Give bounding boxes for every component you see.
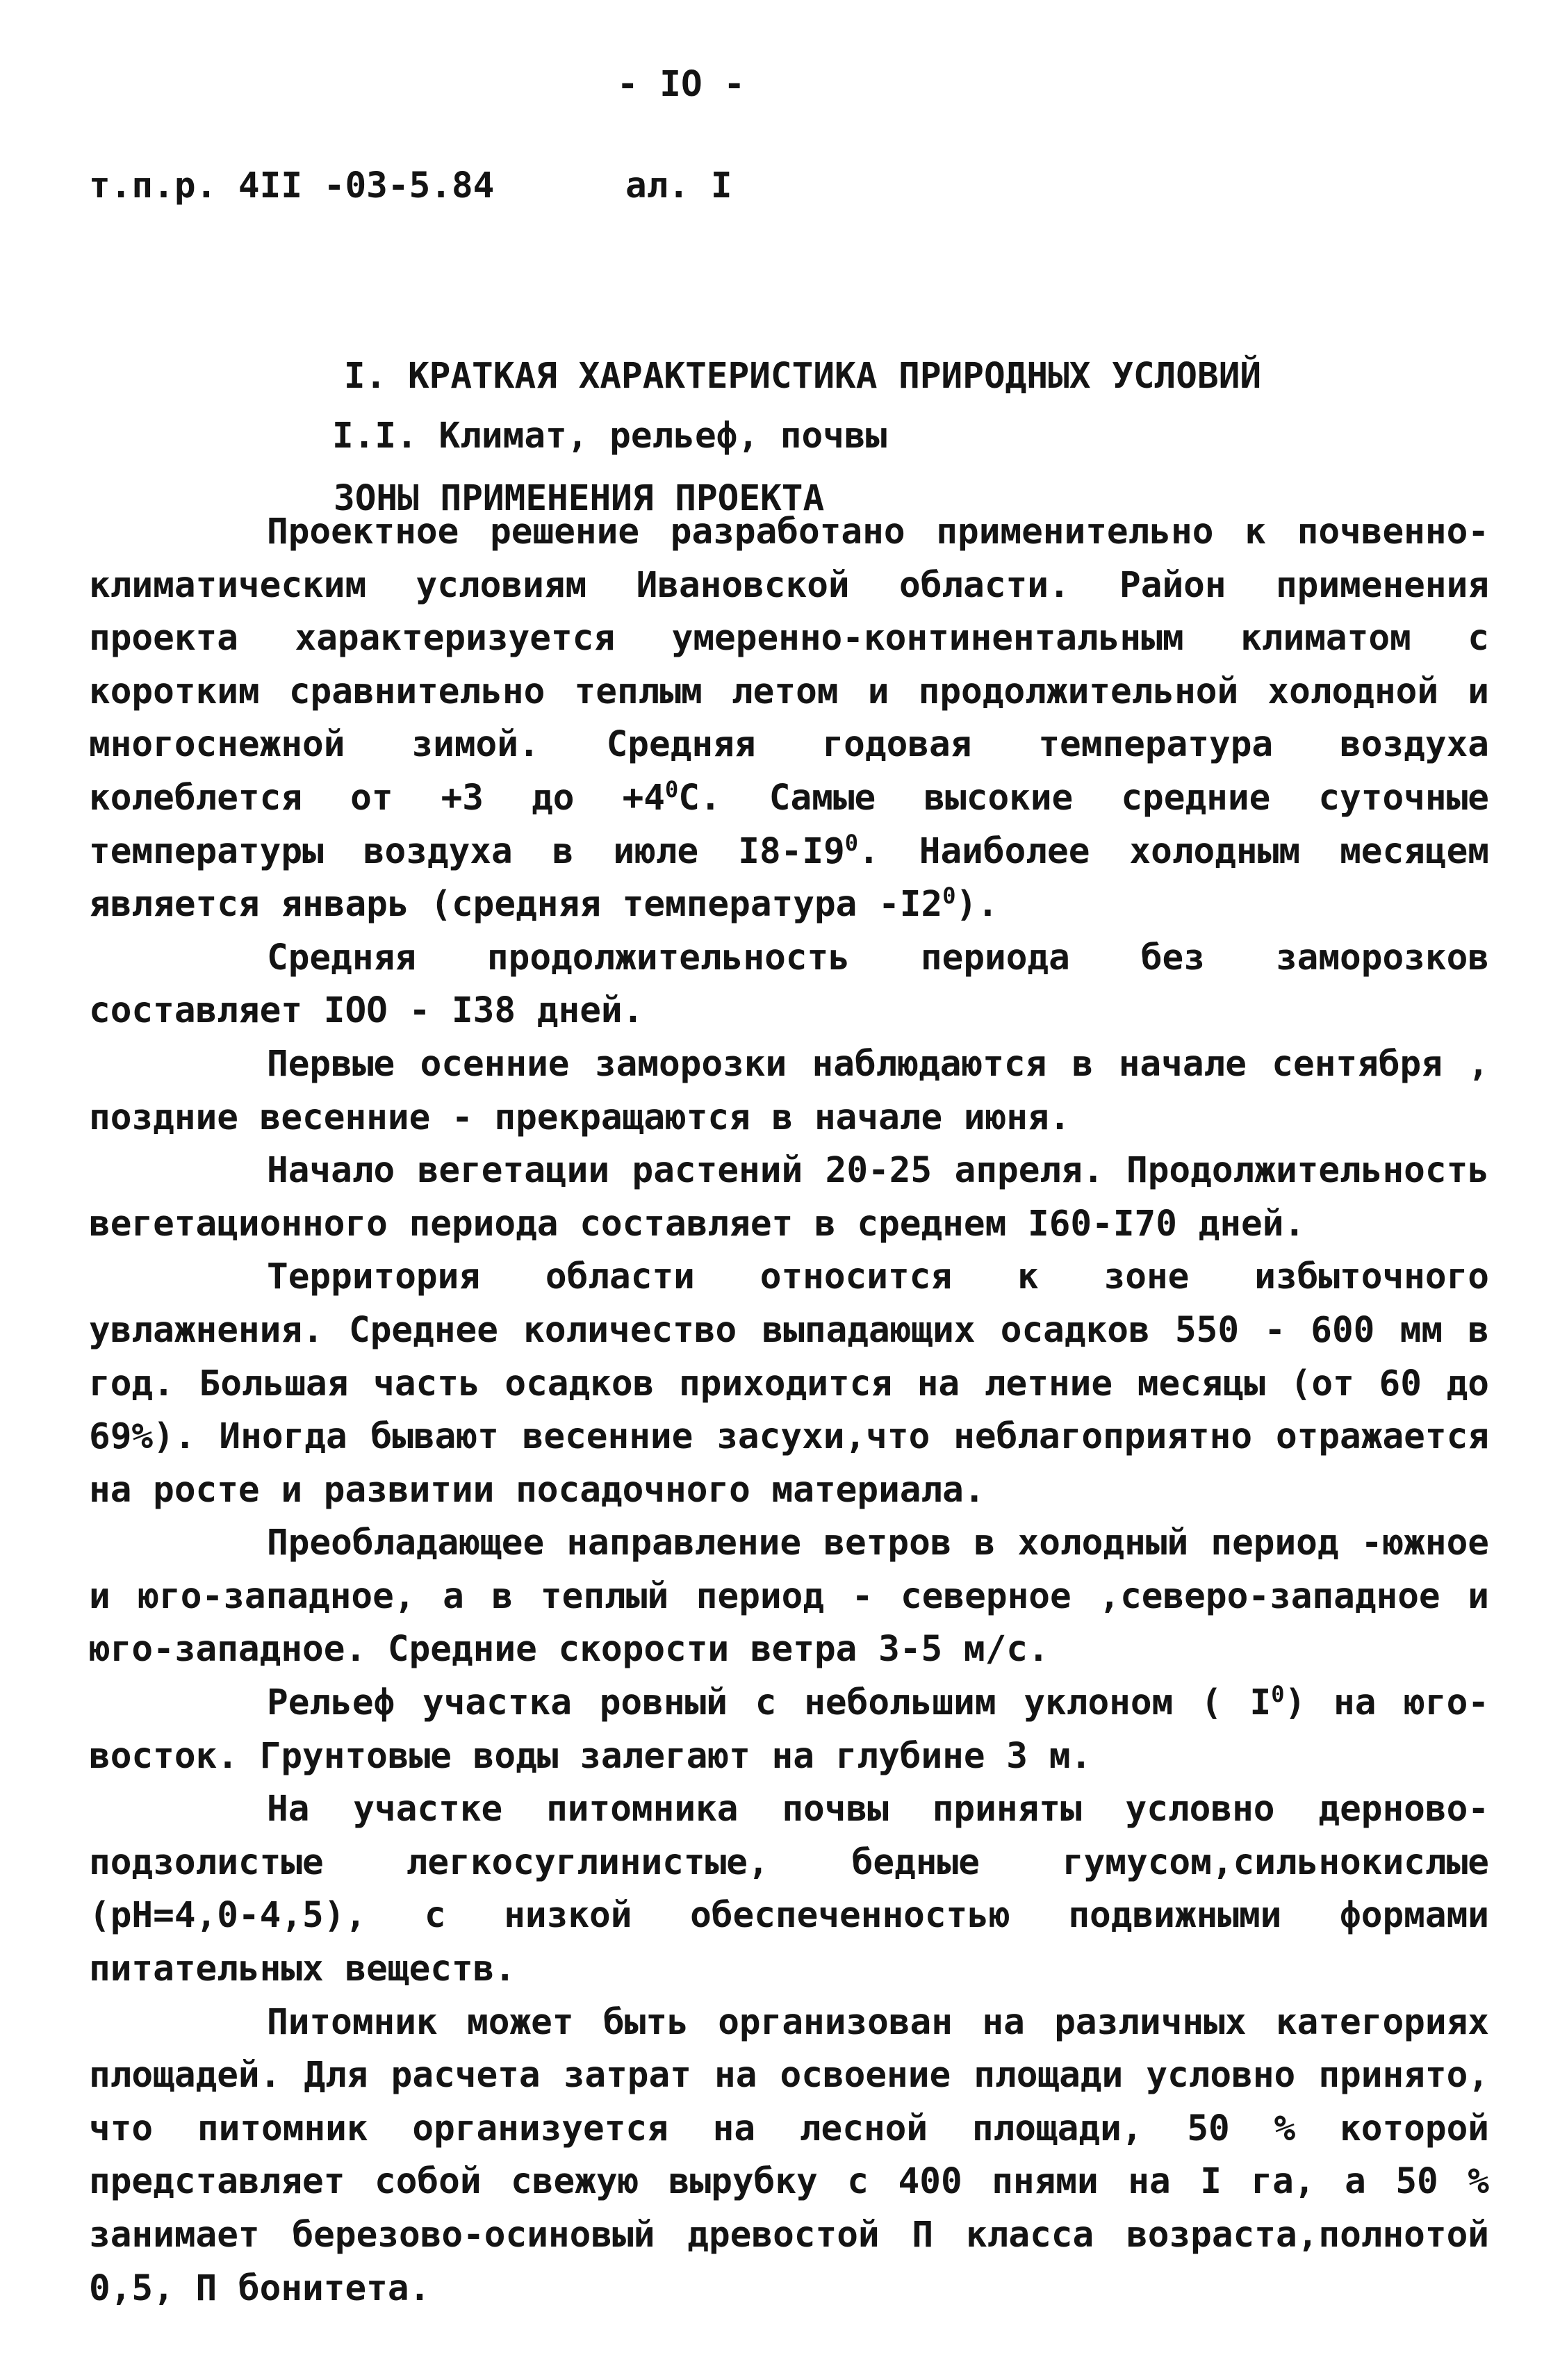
paragraph-soils: На участке питомника почвы приняты условно дерново-подзолистые легкосуглинистые, бедные гумусом,сильнокислые (рН=4,0-4,5), с низкой обеспеченностью подвижными формами питательных веществ. <box>89 1789 1489 1990</box>
paragraph-relief: Рельеф участка ровный с небольшим уклоном ( $I^0$) на юго-восток. Грунтовые воды залегают на глубине 3 м. <box>89 1681 1489 1777</box>
document-code: т.п.р. 4II -03-5.84 <box>89 165 495 206</box>
paragraph-frosts: Первые осенние заморозки наблюдаются в начале сентября , поздние весенние - прекращаются в начале июня. <box>89 1043 1489 1138</box>
paragraph-winds: Преобладающее направление ветров в холодный период -южное и юго-западное, а в теплый период - северное ,северо-западное и юго-западное. Средние скорости ветра 3-5 м/с. <box>89 1523 1489 1671</box>
paragraph-frost-free: Средняя продолжительность периода без заморозков составляет IOO - I38 дней. <box>89 937 1489 1032</box>
sheet-number: ал. I <box>625 165 732 206</box>
paragraph-nursery-area: Питомник может быть организован на различных категориях площадей. Для расчета затрат на освоение площади условно принято, что питомник организуется на лесной площади, 50 % которой представляет собой свежую вырубку с 400 пнями на I га, а 50 % занимает березово-осиновый древостой П класса возраста,полнотой 0,5, П бонитета. <box>89 2001 1489 2309</box>
section-heading-line-2: ЗОНЫ ПРИМЕНЕНИЯ ПРОЕКТА <box>334 478 825 519</box>
paragraph-climate: Проектное решение разработано применительно к почвенно-климатическим условиям Ивановской области. Район применения проекта характеризуется умеренно-континентальным климатом с коротким сравнительно теплым летом и продолжительной холодной и многоснежной зимой. Средняя годовая температура воздуха колеблется от +3 до $+4^0С$. Самые высокие средние суточные температуры воздуха в июле $I8-I9^0$. Наиболее холодным месяцем является январь (средняя температура $-I2^0$). <box>89 511 1489 926</box>
page-number: - IO - <box>616 64 746 105</box>
paragraph-vegetation: Начало вегетации растений 20-25 апреля. Продолжительность вегетационного периода составляет в среднем I60-I70 дней. <box>89 1150 1489 1245</box>
paragraph-precipitation: Территория области относится к зоне избыточного увлажнения. Среднее количество выпадающих осадков 550 - 600 мм в год. Большая часть осадков приходится на летние месяцы (от 60 до 69%). Иногда бывают весенние засухи,что неблагоприятно отражается на росте и развитии посадочного материала. <box>89 1256 1489 1511</box>
body-text <box>89 506 1489 2315</box>
subsection-heading: I.I. Климат, рельеф, почвы <box>332 416 887 457</box>
section-heading-line-1: I. КРАТКАЯ ХАРАКТЕРИСТИКА ПРИРОДНЫХ УСЛОВИЙ <box>343 356 1262 397</box>
